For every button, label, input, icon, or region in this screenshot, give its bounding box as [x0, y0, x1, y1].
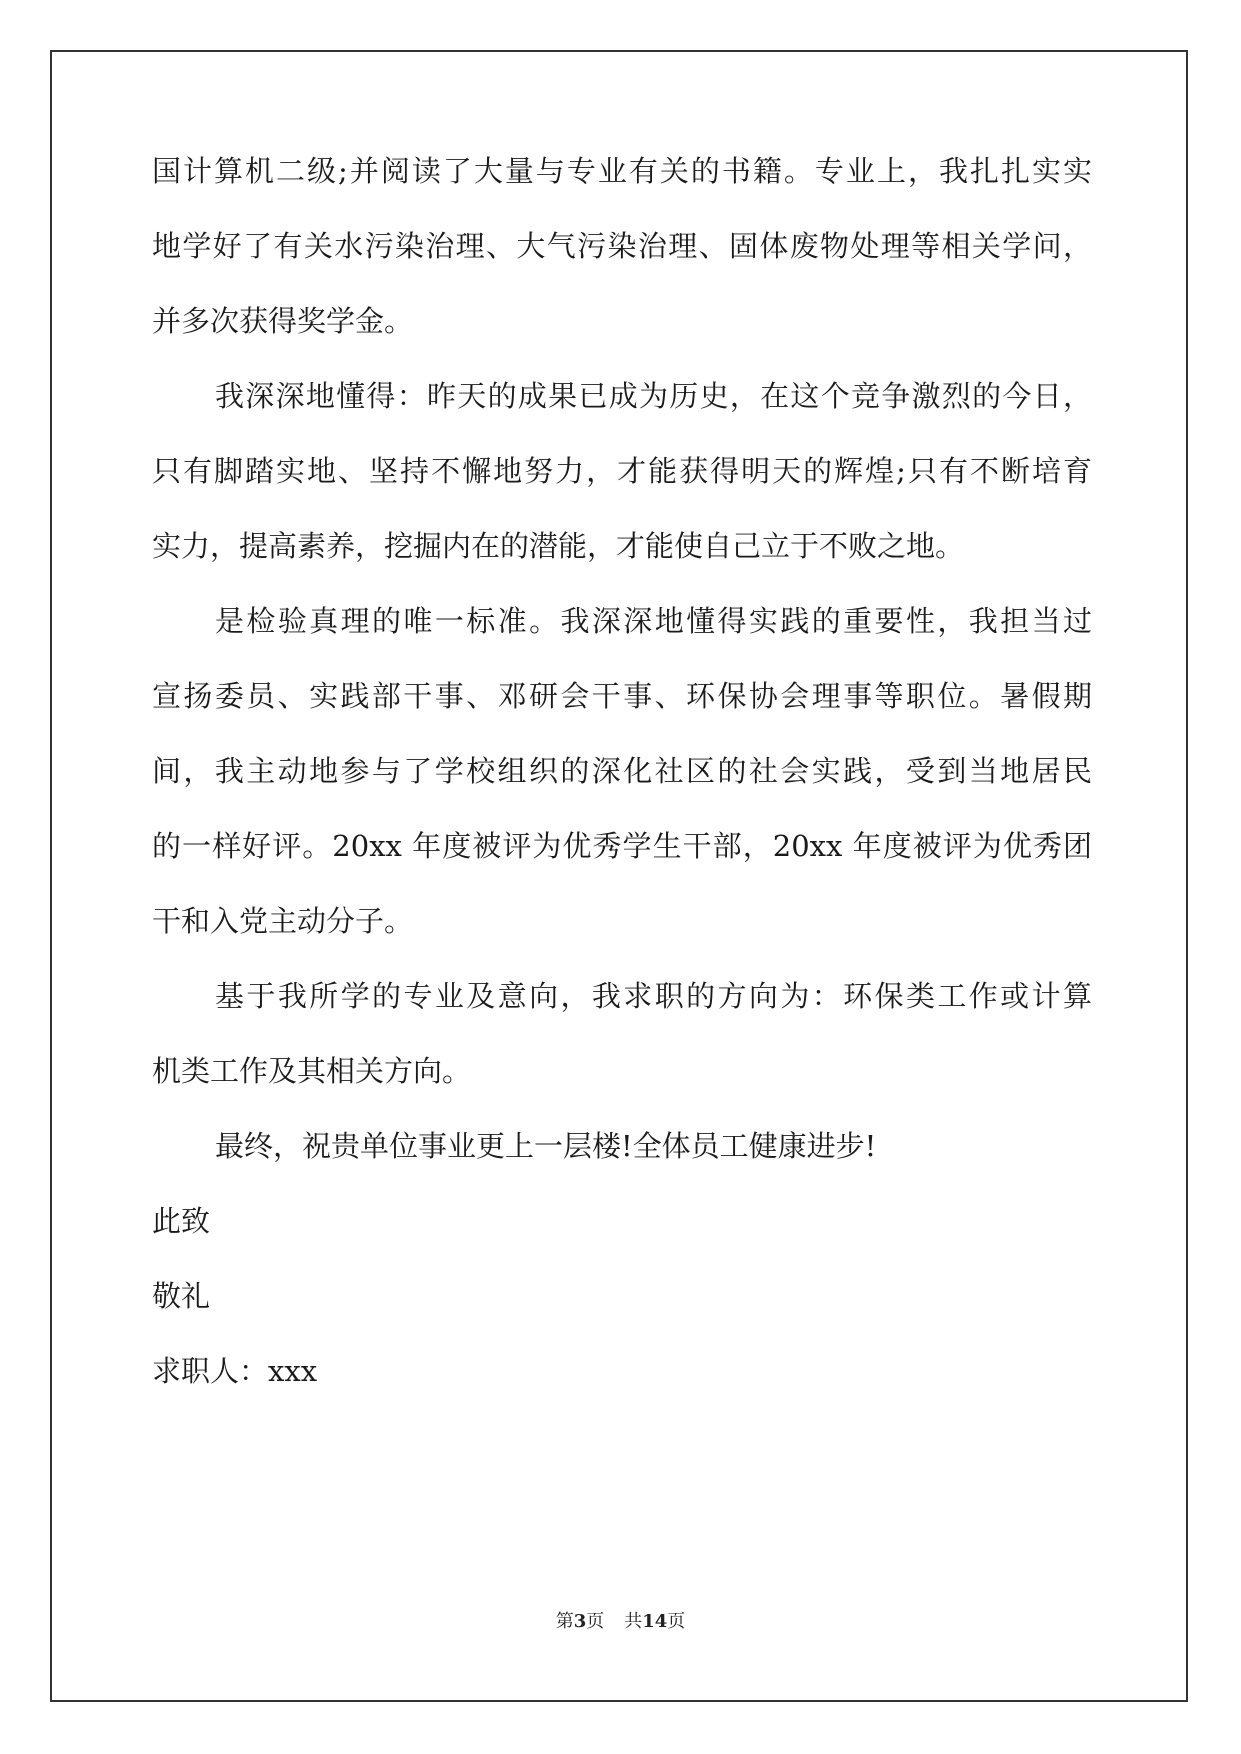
paragraph-line: 只有脚踏实地、坚持不懈地努力，才能获得明天的辉煌;只有不断培育: [152, 454, 1092, 488]
footer-total-number: 14: [642, 1611, 668, 1632]
paragraph-line: 间，我主动地参与了学校组织的深化社区的社会实践，受到当地居民: [152, 754, 1092, 788]
footer-total-suffix: 页: [667, 1611, 686, 1632]
salutation-line: 此致: [152, 1204, 211, 1238]
paragraph-line: 的一样好评。20xx 年度被评为优秀学生干部，20xx 年度被评为优秀团: [152, 829, 1092, 863]
paragraph-line: 我深深地懂得：昨天的成果已成为历史，在这个竞争激烈的今日，: [215, 379, 1092, 413]
paragraph-line: 机类工作及其相关方向。: [152, 1054, 472, 1088]
signature-line: 求职人：xxx: [152, 1354, 318, 1388]
paragraph-line: 实力，提高素养，挖掘内在的潜能，才能使自己立于不败之地。: [152, 529, 965, 563]
footer-page-suffix: 页: [586, 1611, 605, 1632]
page-footer: [0, 1610, 1241, 1634]
paragraph-line: 宣扬委员、实践部干事、邓研会干事、环保协会理事等职位。暑假期: [152, 679, 1092, 713]
paragraph-line: 是检验真理的唯一标准。我深深地懂得实践的重要性，我担当过: [215, 604, 1092, 638]
footer-page-number: 3: [573, 1611, 587, 1632]
footer-total-prefix: 共: [624, 1611, 643, 1632]
paragraph-line: 地学好了有关水污染治理、大气污染治理、固体废物处理等相关学问，: [152, 229, 1092, 263]
paragraph-line: 基于我所学的专业及意向，我求职的方向为：环保类工作或计算: [215, 979, 1092, 1013]
footer-page-prefix: 第: [555, 1611, 574, 1632]
paragraph-line: 干和入党主动分子。: [152, 904, 414, 938]
paragraph-line: 并多次获得奖学金。: [152, 304, 414, 338]
paragraph-line: 国计算机二级;并阅读了大量与专业有关的书籍。专业上，我扎扎实实: [152, 154, 1092, 188]
page-border: [50, 50, 1188, 1702]
closing-line: 最终，祝贵单位事业更上一层楼!全体员工健康进步!: [215, 1129, 877, 1163]
regards-line: 敬礼: [152, 1279, 211, 1313]
